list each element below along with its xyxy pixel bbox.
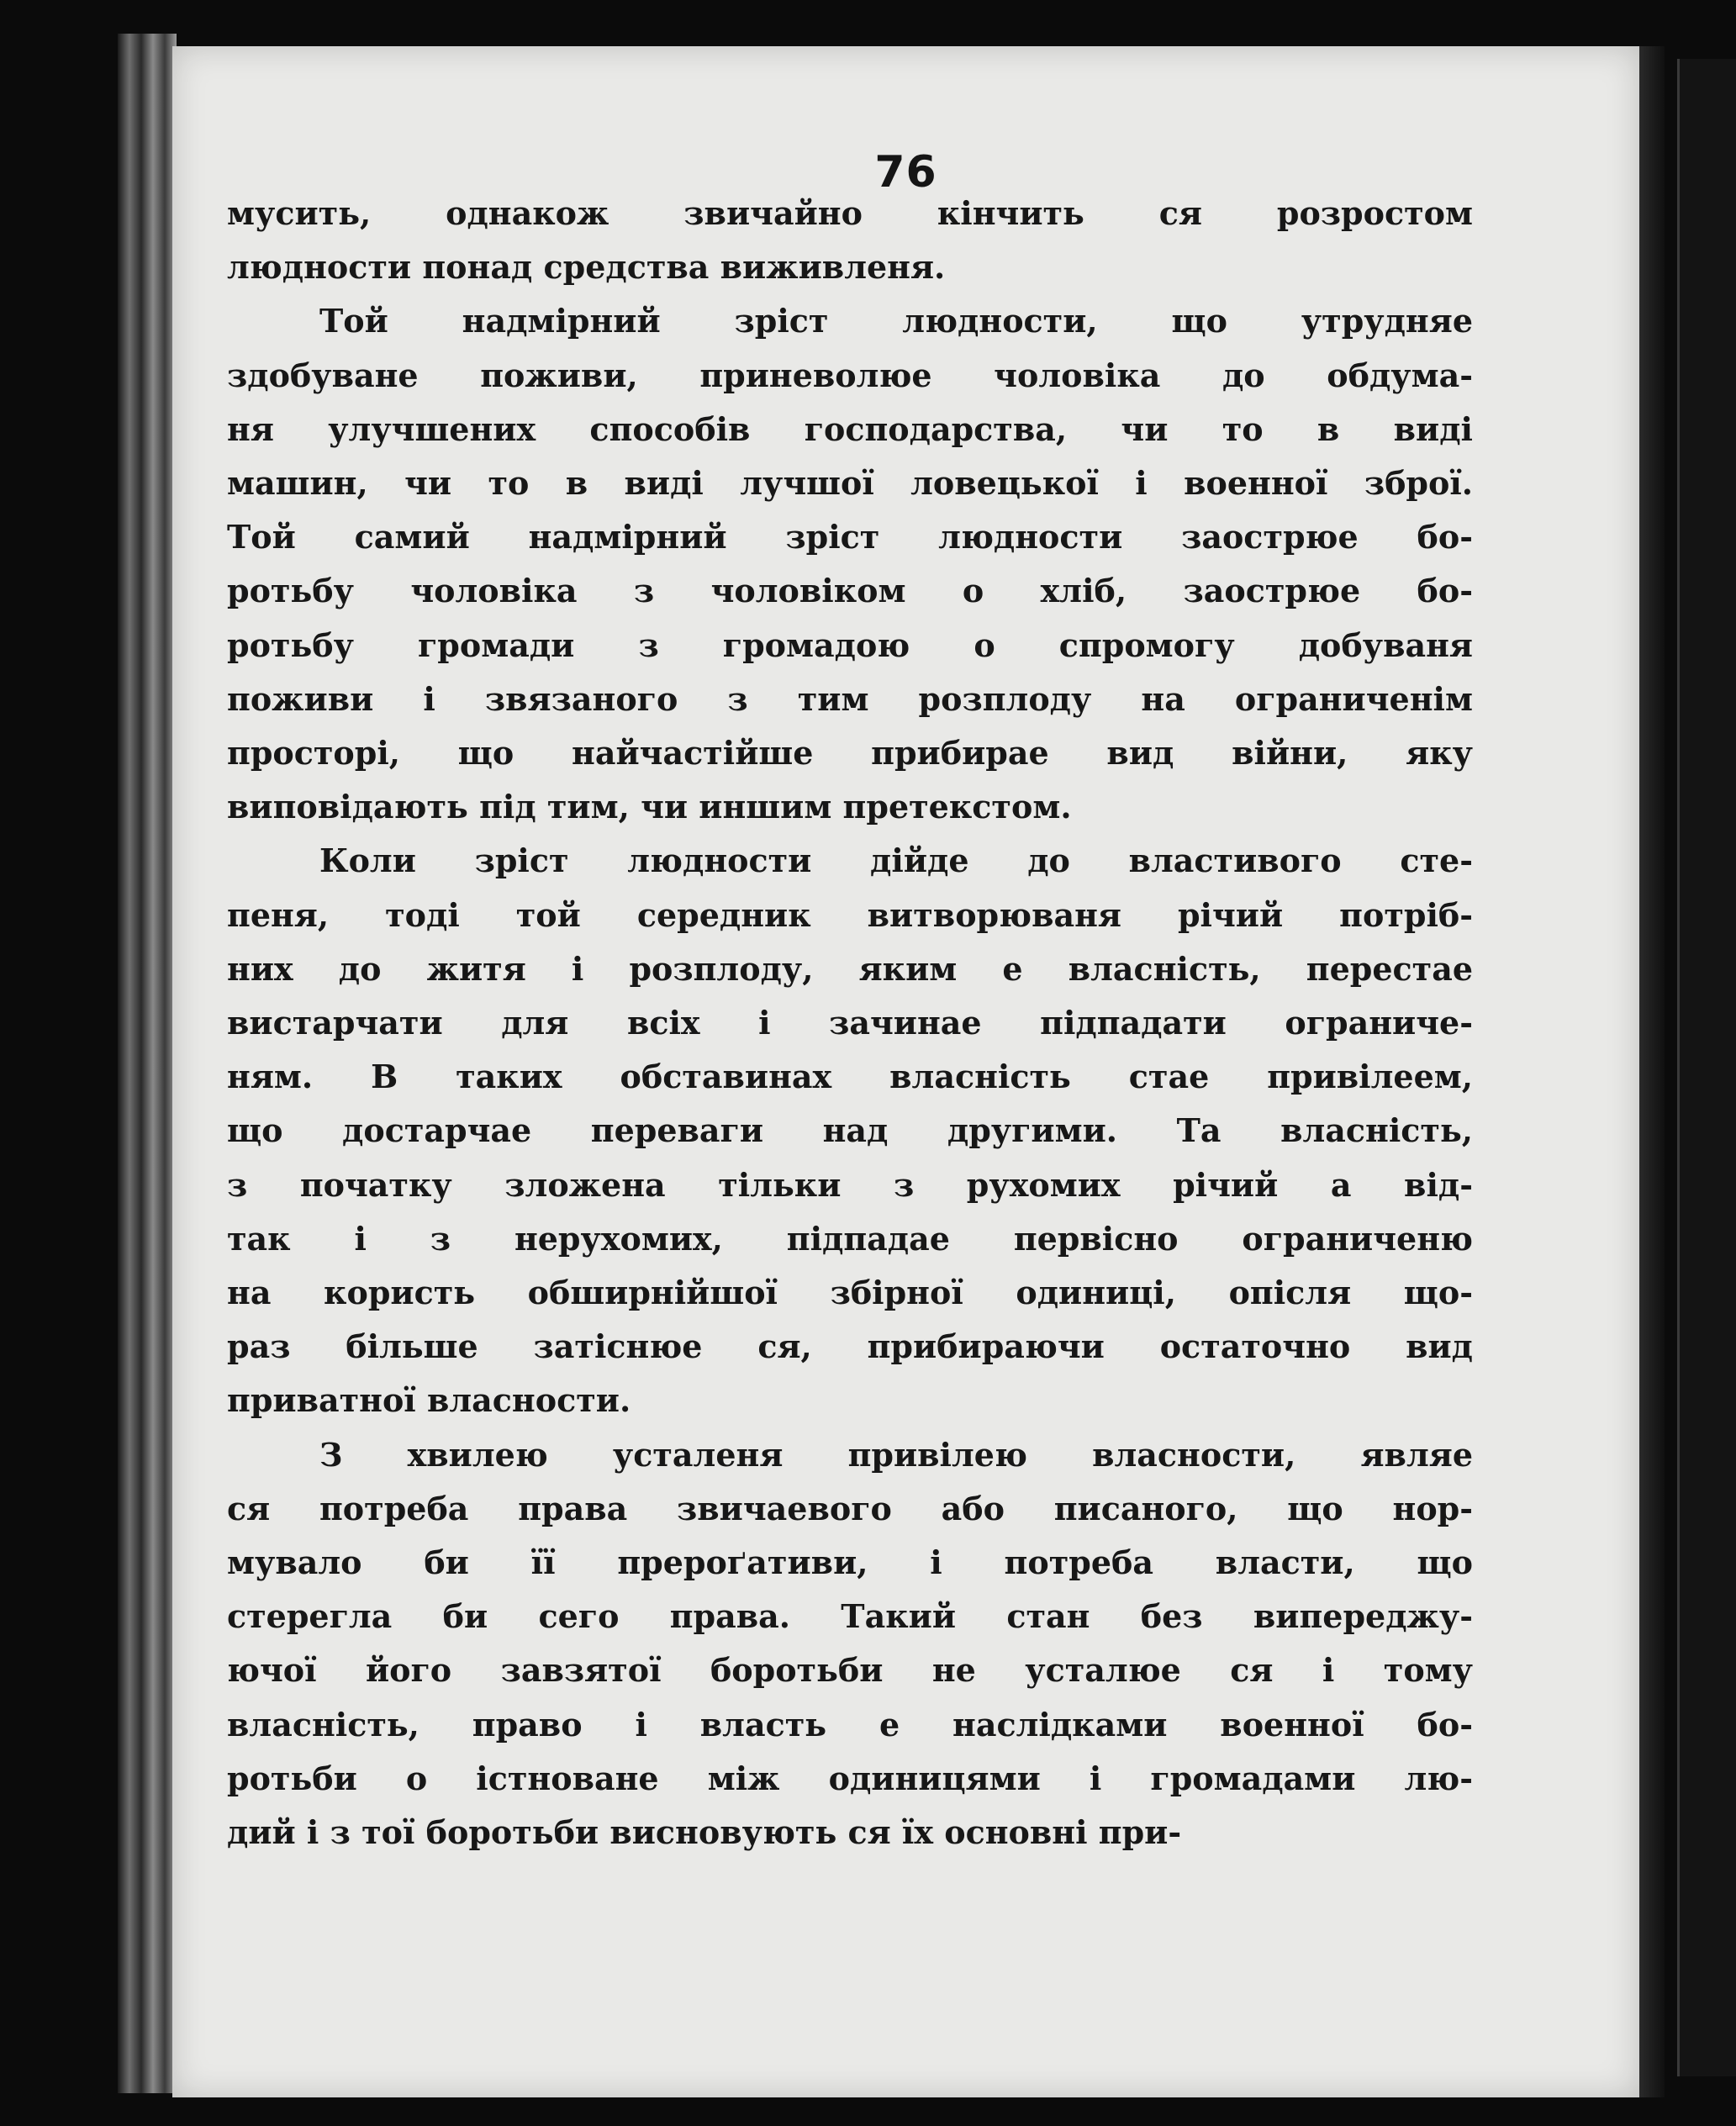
text-line: з початку зложена тільки з рухомих річий а від-: [227, 1165, 1473, 1204]
text-line: Той надмірний зріст людности, що утрудняе: [319, 302, 1473, 340]
paragraph: [227, 187, 1473, 294]
text-line: здобуване поживи, приневолюе чоловіка до обдума-: [227, 356, 1473, 394]
text-line: Той самий надмірний зріст людности заострюе бо-: [227, 518, 1473, 557]
text-line: ючої його завзятої боротьби не усталюе ся і тому: [227, 1651, 1473, 1690]
page-number: 76: [874, 147, 937, 198]
text-line: стерегла би сего права. Такий стан без випереджу-: [227, 1597, 1473, 1636]
text-line: поживи і звязаного з тим розплоду на ограниченім: [227, 679, 1473, 718]
text-line: мувало би її прероґативи, і потреба власти, що: [227, 1543, 1473, 1582]
adjacent-page-edge: [1677, 59, 1736, 2076]
text-line: Коли зріст людности дійде до властивого сте-: [319, 841, 1473, 880]
paragraph: [227, 834, 1473, 1427]
text-line: просторі, що найчастійше прибирае вид війни, яку: [227, 734, 1473, 773]
text-line: ротьби о істноване між одиницями і громадами лю-: [227, 1759, 1473, 1797]
paragraph: [227, 1428, 1473, 1860]
page-gutter-shadow: [1639, 46, 1665, 2097]
text-line: що достарчае переваги над другими. Та власність,: [227, 1111, 1473, 1150]
text-line: них до житя і розплоду, яким е власність, перестае: [227, 949, 1473, 988]
text-line: ротьбу громади з громадою о спромогу добуваня: [227, 625, 1473, 664]
text-line: виповідають під тим, чи иншим претекстом.: [227, 788, 1072, 826]
paragraph: [227, 294, 1473, 834]
text-line: так і з нерухомих, підпадае первісно ограниченю: [227, 1219, 1473, 1258]
text-line: ням. В таких обставинах власність стае привілеем,: [227, 1058, 1473, 1096]
book-spine-edge: [118, 34, 177, 2093]
text-line: людности понад средства виживленя.: [227, 248, 946, 287]
text-line: ся потреба права звичаевого або писаного, що нор-: [227, 1489, 1473, 1527]
text-line: дий і з тої боротьби висновують ся їх основні при-: [227, 1813, 1182, 1852]
text-line: приватної власности.: [227, 1381, 631, 1420]
text-line: на користь обширнійшої збірної одиниці, опісля що-: [227, 1274, 1473, 1312]
text-line: пеня, тоді той середник витворюваня річий потріб-: [227, 895, 1473, 934]
text-line: раз більше затіснюе ся, прибираючи остаточно вид: [227, 1327, 1473, 1366]
text-line: З хвилею усталеня привілею власности, являе: [319, 1435, 1473, 1474]
text-line: ня улучшених способів господарства, чи то в виді: [227, 409, 1473, 448]
text-line: мусить, однакож звичайно кінчить ся розростом: [227, 194, 1473, 232]
text-line: вистарчати для всіх і зачинае підпадати ограниче-: [227, 1004, 1473, 1042]
text-line: ротьбу чоловіка з чоловіком о хліб, заострюе бо-: [227, 572, 1473, 610]
text-line: машин, чи то в виді лучшої ловецької і военної зброї.: [227, 464, 1473, 503]
body-text: [227, 187, 1473, 1860]
text-line: власність, право і власть е наслідками военної бо-: [227, 1705, 1473, 1744]
